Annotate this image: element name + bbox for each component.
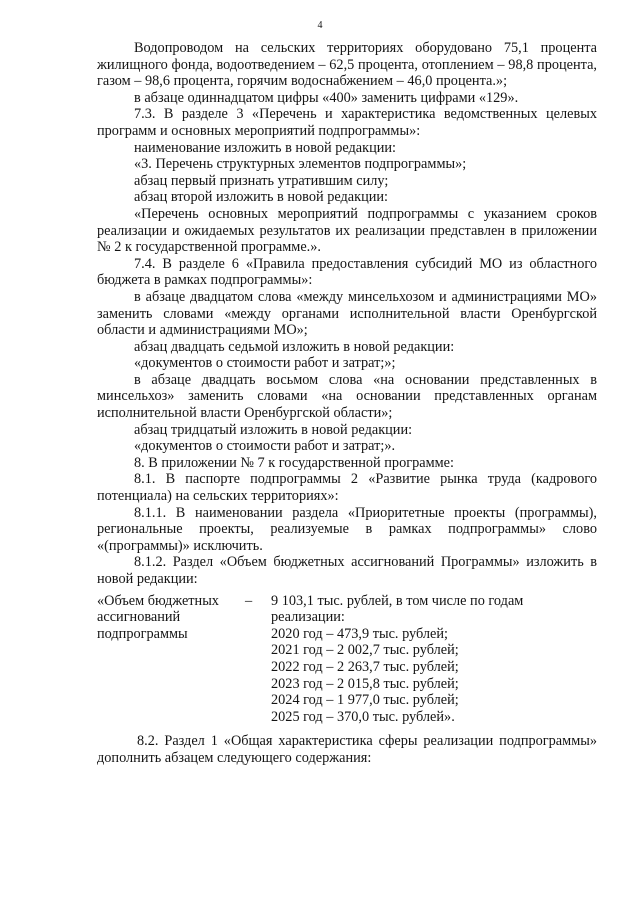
budget-year-row: 2025 год – 370,0 тыс. рублей». [271, 708, 455, 725]
paragraph: «3. Перечень структурных элементов подпрограммы»; [134, 156, 467, 173]
paragraph: 8.1. В паспорте подпрограммы 2 «Развитие рынка труда (кадрового потенциала) на сельских территориях»: [97, 471, 597, 505]
budget-year-row: 2021 год – 2 002,7 тыс. рублей; [271, 642, 459, 659]
paragraph: 7.3. В разделе 3 «Перечень и характеристика ведомственных целевых программ и основных мероприятий подпрограммы»: [97, 106, 597, 139]
budget-label: «Объем бюджетных ассигнований подпрограммы [97, 592, 219, 642]
paragraph: 8.1.1. В наименовании раздела «Приоритетные проекты (программы), региональные проекты, реализуемые в рамках подпрограммы» слово «(программы)» исключить. [97, 504, 597, 554]
paragraph: 8.1.2. Раздел «Объем бюджетных ассигнований Программы» изложить в новой редакции: [97, 554, 597, 587]
budget-summary: 9 103,1 тыс. рублей, в том числе по годам реализации: [271, 592, 524, 626]
document-body [97, 40, 597, 767]
paragraph: абзац первый признать утратившим силу; [134, 172, 389, 189]
paragraph: в абзаце двадцать восьмом слова «на основании представленных в минсельхоз» заменить словами «на основании представленных органам исполнительной власти Оренбургской области»; [97, 371, 597, 422]
budget-year-row: 2024 год – 1 977,0 тыс. рублей; [271, 692, 459, 709]
paragraph: «Перечень основных мероприятий подпрограммы с указанием сроков реализации и ожидаемых результатов их реализации представлен в приложении № 2 к государственной программе.». [97, 205, 597, 256]
paragraph: 7.4. В разделе 6 «Правила предоставления субсидий МО из областного бюджета в рамках подпрограммы»: [97, 255, 597, 289]
paragraph: Водопроводом на сельских территориях оборудовано 75,1 процента жилищного фонда, водоотведением – 62,5 процента, отоплением – 98,8 процента, газом – 98,6 процента, горячим водоснабжением – 46,0 процента.»; [97, 40, 597, 90]
paragraph: в абзаце одиннадцатом цифры «400» заменить цифрами «129». [134, 89, 519, 106]
paragraph: абзац двадцать седьмой изложить в новой редакции: [134, 338, 455, 355]
budget-year-row: 2020 год – 473,9 тыс. рублей; [271, 625, 449, 642]
page-number: 4 [317, 20, 323, 31]
budget-values [267, 593, 597, 726]
paragraph: абзац второй изложить в новой редакции: [134, 189, 389, 206]
budget-year-row: 2022 год – 2 263,7 тыс. рублей; [271, 658, 459, 675]
budget-dash: – [245, 592, 253, 609]
paragraph: «документов о стоимости работ и затрат;»; [134, 355, 396, 372]
budget-year-row: 2023 год – 2 015,8 тыс. рублей; [271, 675, 459, 692]
paragraph: «документов о стоимости работ и затрат;». [134, 438, 396, 455]
budget-table [97, 593, 597, 726]
paragraph: 8.2. Раздел 1 «Общая характеристика сферы реализации подпрограммы» дополнить абзацем следующего содержания: [97, 733, 597, 766]
paragraph: абзац тридцатый изложить в новой редакции: [134, 421, 413, 438]
paragraph: 8. В приложении № 7 к государственной программе: [134, 454, 454, 471]
paragraph: в абзаце двадцатом слова «между минсельхозом и администрациями МО» заменить словами «между органами исполнительной власти Оренбургской области и администрациями МО»; [97, 288, 597, 339]
paragraph: наименование изложить в новой редакции: [134, 139, 397, 156]
